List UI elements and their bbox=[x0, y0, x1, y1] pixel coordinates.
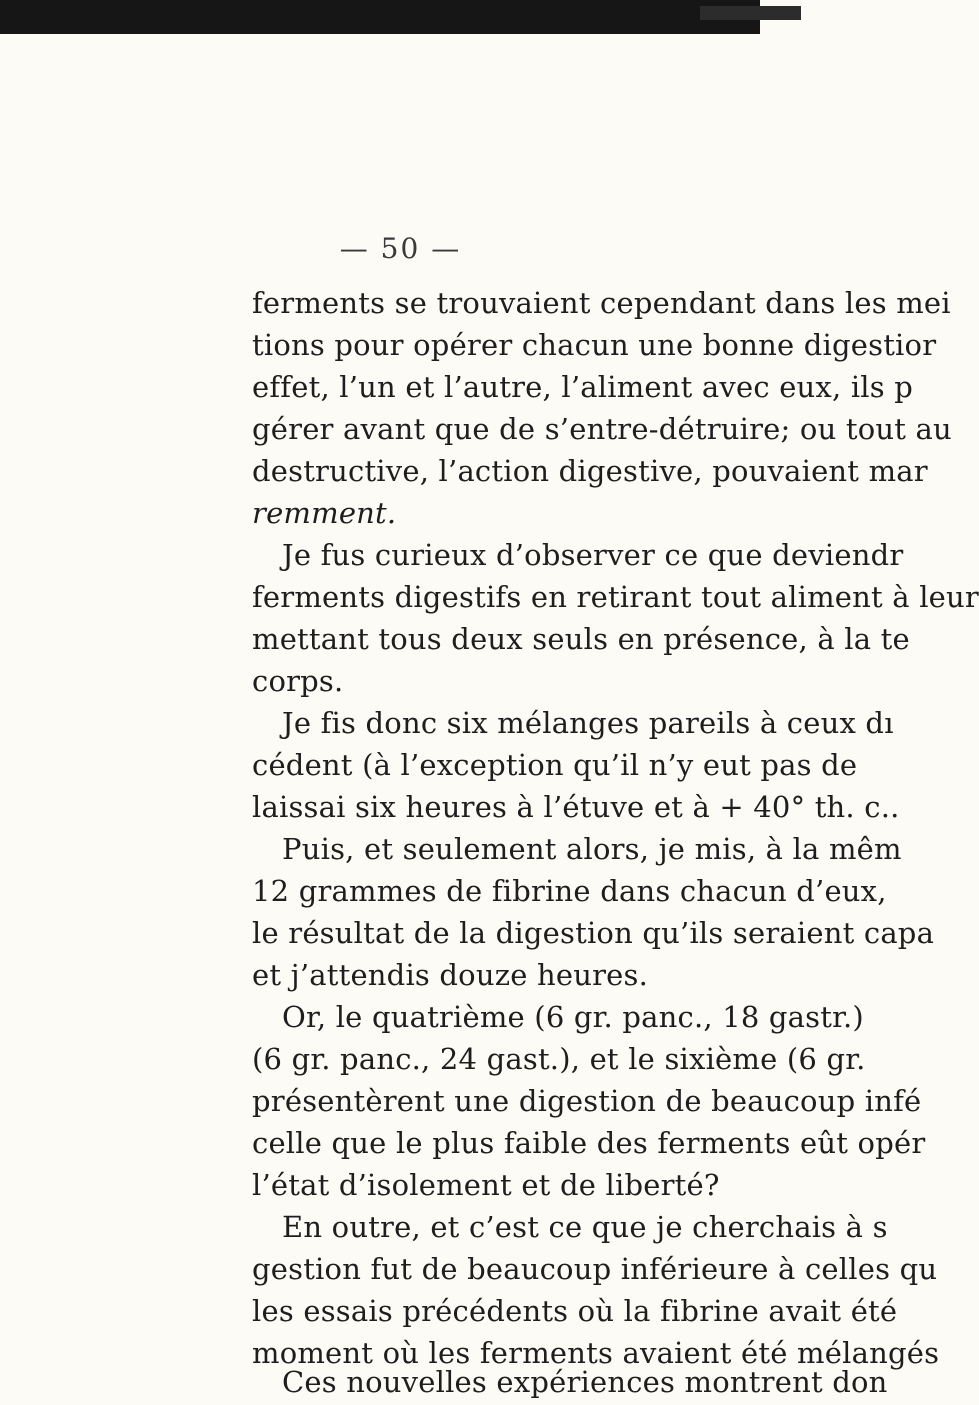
paragraph-start: En outre, et c’est ce que je cherchais à s bbox=[282, 1210, 888, 1244]
text-line: (6 gr. panc., 24 gast.), et le sixième (6 gr. bbox=[252, 1042, 866, 1076]
text-line: les essais précédents où la fibrine avait été bbox=[252, 1294, 898, 1328]
text-line: 12 grammes de fibrine dans chacun d’eux, bbox=[252, 874, 887, 908]
text-line: gérer avant que de s’entre-détruire; ou tout au bbox=[252, 412, 952, 446]
text-line: l’état d’isolement et de liberté? bbox=[252, 1168, 720, 1202]
text-line: le résultat de la digestion qu’ils seraient capa bbox=[252, 916, 935, 950]
page-number: — 50 — bbox=[339, 232, 462, 265]
text-line: laissai six heures à l’étuve et à + 40° th. c.. bbox=[252, 790, 900, 824]
text-line: celle que le plus faible des ferments eût opér bbox=[252, 1126, 926, 1160]
paragraph-start: Or, le quatrième (6 gr. panc., 18 gastr.) bbox=[282, 1000, 864, 1034]
paragraph-start: Ces nouvelles expériences montrent don bbox=[282, 1365, 888, 1399]
text-line: gestion fut de beaucoup inférieure à celles qu bbox=[252, 1252, 938, 1286]
text-line: cédent (à l’exception qu’il n’y eut pas de bbox=[252, 748, 858, 782]
text-line: ferments digestifs en retirant tout aliment à leur bbox=[252, 580, 979, 614]
text-line: et j’attendis douze heures. bbox=[252, 958, 649, 992]
text-line: corps. bbox=[252, 664, 344, 698]
paragraph-start: Je fis donc six mélanges pareils à ceux dı bbox=[282, 706, 894, 740]
text-line: mettant tous deux seuls en présence, à la te bbox=[252, 622, 910, 656]
paragraph-start: Je fus curieux d’observer ce que deviendr bbox=[282, 538, 904, 572]
text-line: présentèrent une digestion de beaucoup infé bbox=[252, 1084, 922, 1118]
text-line: destructive, l’action digestive, pouvaient mar bbox=[252, 454, 928, 488]
text-line-italic: remment. bbox=[252, 496, 397, 530]
text-line: tions pour opérer chacun une bonne digestior bbox=[252, 328, 937, 362]
text-line: moment où les ferments avaient été mélangés bbox=[252, 1336, 940, 1370]
text-line: ferments se trouvaient cependant dans les mei bbox=[252, 286, 951, 320]
paragraph-start: Puis, et seulement alors, je mis, à la mêm bbox=[282, 832, 902, 866]
text-line: effet, l’un et l’autre, l’aliment avec eux, ils p bbox=[252, 370, 914, 404]
